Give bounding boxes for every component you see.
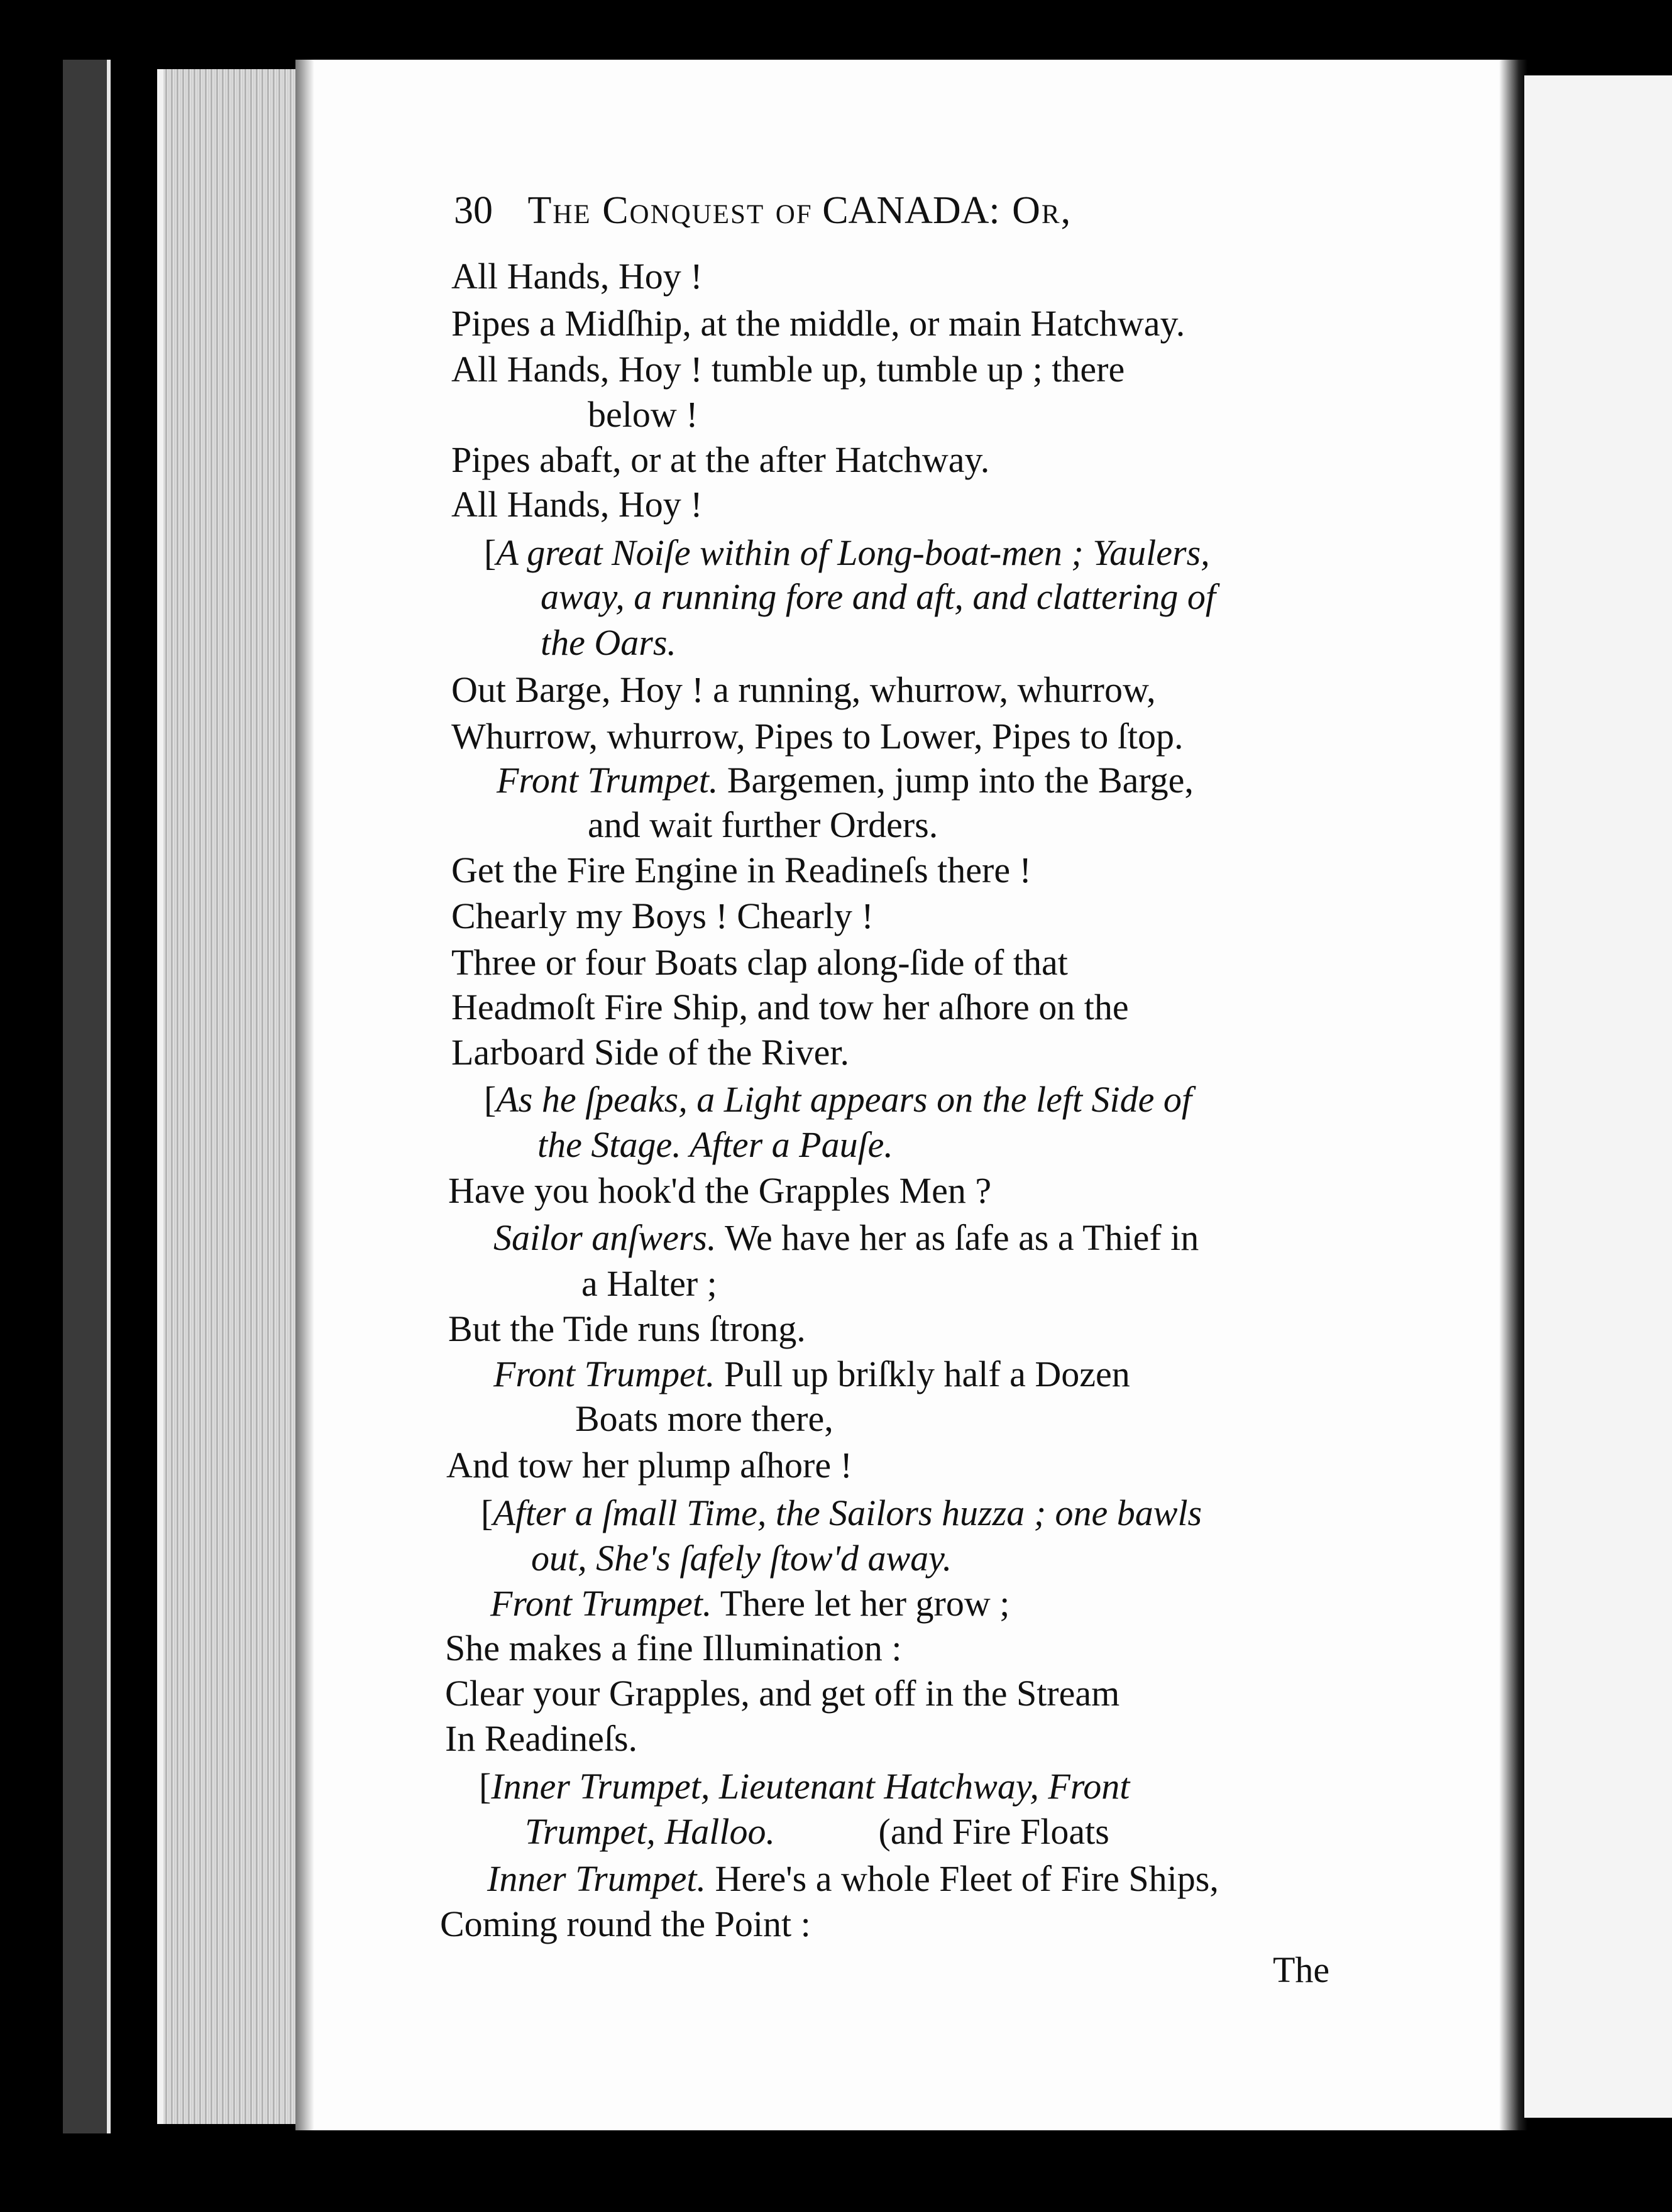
text-line: Pipes abaft, or at the after Hatchway. xyxy=(451,439,990,480)
running-title-part: The Conquest of xyxy=(527,189,813,232)
catchword: The xyxy=(1273,1949,1330,1990)
running-header xyxy=(454,189,1072,233)
stage-direction: out, She's ſafely ſtow'd away. xyxy=(531,1538,952,1579)
speech-text: Pull up briſkly half a Dozen xyxy=(723,1354,1130,1394)
speaker-name: Inner Trumpet. xyxy=(487,1858,706,1899)
speech-line xyxy=(490,1582,1009,1626)
stage-direction-text: After a ſmall Time, the Sailors huzza ; one bawls xyxy=(493,1492,1202,1533)
text-line: Clear your Grapples, and get off in the Stream xyxy=(445,1673,1120,1714)
stage-direction-text: A great Noiſe within of Long-boat-men ; Yaulers, xyxy=(496,532,1210,573)
text-line: Coming round the Point : xyxy=(440,1903,811,1944)
speech-line xyxy=(487,1857,1219,1901)
text-line: Out Barge, Hoy ! a running, whurrow, whurrow, xyxy=(451,669,1156,710)
text-line: She makes a fine Illumination : xyxy=(445,1628,902,1668)
bracket: [ xyxy=(481,1492,493,1533)
stage-direction xyxy=(525,1810,1109,1854)
bracket: [ xyxy=(484,532,497,573)
text-line: All Hands, Hoy ! xyxy=(451,256,703,297)
bracket: [ xyxy=(484,1079,497,1120)
speaker-name: Sailor anſwers. xyxy=(493,1217,717,1258)
text-line: Boats more there, xyxy=(575,1398,833,1439)
speaker-name: Front Trumpet. xyxy=(497,760,718,801)
speech-text: There let her grow ; xyxy=(720,1583,1010,1624)
text-line: Whurrow, whurrow, Pipes to Lower, Pipes to ſtop. xyxy=(451,716,1184,757)
stage-direction: the Oars. xyxy=(541,622,676,663)
page-number: 30 xyxy=(454,189,493,232)
text-line: Headmoſt Fire Ship, and tow her aſhore on the xyxy=(451,987,1129,1027)
stage-direction-text: (and Fire Floats xyxy=(878,1811,1109,1852)
stage-direction xyxy=(484,1078,1192,1122)
text-line: And tow her plump aſhore ! xyxy=(446,1445,852,1486)
stage-direction xyxy=(481,1491,1202,1535)
speaker-name: Front Trumpet. xyxy=(493,1354,715,1394)
text-line: In Readineſs. xyxy=(445,1718,638,1759)
running-title-part: : Or, xyxy=(989,189,1072,232)
speech-text: Bargemen, jump into the Barge, xyxy=(727,760,1194,801)
text-line: All Hands, Hoy ! tumble up, tumble up ; there xyxy=(451,349,1125,390)
speech-text: We have her as ſafe as a Thief in xyxy=(724,1217,1199,1258)
text-line: All Hands, Hoy ! xyxy=(451,484,703,525)
text-line: below ! xyxy=(588,394,698,435)
text-line: a Halter ; xyxy=(581,1263,717,1304)
speech-line xyxy=(493,1352,1130,1396)
stage-direction-text: Inner Trumpet, Lieutenant Hatchway, Front xyxy=(491,1766,1130,1807)
text-line: But the Tide runs ſtrong. xyxy=(448,1308,806,1349)
speaker-name: Front Trumpet. xyxy=(490,1583,712,1624)
stage-direction-text: As he ſpeaks, a Light appears on the left Side of xyxy=(496,1079,1192,1120)
stage-direction xyxy=(479,1765,1130,1809)
speech-line xyxy=(493,1216,1199,1260)
text-line: Have you hook'd the Grapples Men ? xyxy=(448,1170,992,1211)
stage-direction: away, a running fore and aft, and clattering of xyxy=(541,576,1216,617)
text-line: Chearly my Boys ! Chearly ! xyxy=(451,895,874,936)
text-line: Three or four Boats clap along-ſide of that xyxy=(451,942,1068,983)
text-line: and wait further Orders. xyxy=(588,804,938,845)
running-title-part: CANADA xyxy=(822,189,989,232)
stage-direction-text: Trumpet, Halloo. xyxy=(525,1811,775,1852)
stage-direction xyxy=(484,531,1210,575)
stage-direction: the Stage. After a Pauſe. xyxy=(537,1124,893,1165)
speech-text: Here's a whole Fleet of Fire Ships, xyxy=(715,1858,1219,1899)
text-line: Pipes a Midſhip, at the middle, or main Hatchway. xyxy=(451,303,1185,344)
bracket: [ xyxy=(479,1766,492,1807)
speech-line xyxy=(497,758,1194,802)
text-line: Larboard Side of the River. xyxy=(451,1032,849,1073)
text-line: Get the Fire Engine in Readineſs there ! xyxy=(451,850,1031,890)
